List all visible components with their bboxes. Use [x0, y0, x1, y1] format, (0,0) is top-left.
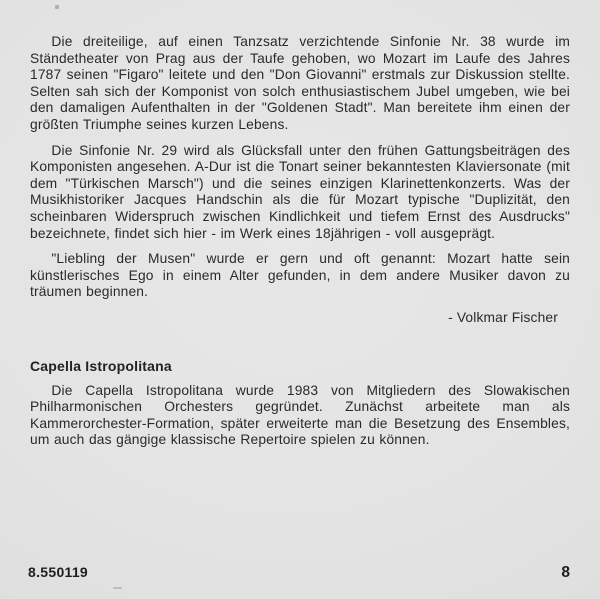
author-signature: - Volkmar Fischer [448, 309, 558, 325]
page-content [30, 34, 570, 458]
paragraph-sinfonie-29: Die Sinfonie Nr. 29 wird als Glücksfall unter den frühen Gattungsbeiträgen des Komponisten angesehen. A-Dur ist die Tonart seiner bekanntesten Klaviersonate (mit dem "Türkischen Marsch") und die seines einzigen Klarinettenkonzerts. Was der Musikhistoriker Jacques Handschin als die für Mozart typische "Duplizität, den scheinbaren Widerspruch zwischen Kindlichkeit und tiefem Ernst des Ausdrucks" bezeichnete, findet sich hier - im Werk eines 18jährigen - voll ausgeprägt. [30, 142, 570, 241]
catalog-number: 8.550119 [28, 564, 89, 580]
section-heading-capella-istropolitana: Capella Istropolitana [30, 357, 172, 374]
scan-artifact [55, 5, 59, 9]
scan-artifact [113, 587, 122, 589]
paragraph-sinfonie-38: Die dreiteilige, auf einen Tanzsatz verzichtende Sinfonie Nr. 38 wurde im Ständetheater von Prag aus der Taufe gehoben, wo Mozart im Laufe des Jahres 1787 seinen "Figaro" leitete und den "Don Giovanni" erstmals zur Diskussion stellte. Selten sah sich der Komponist von solch enthusiastischem Jubel umgeben, wie bei den damaligen Aufenthalten in der "Goldenen Stadt". Man bereitete ihm einen der größten Triumphe seines kurzen Lebens. [30, 34, 570, 132]
page-number: 8 [561, 564, 570, 581]
paragraph-liebling-der-musen: "Liebling der Musen" wurde er gern und oft genannt: Mozart hatte sein künstlerisches Ego in einem Alter gefunden, in dem andere Musiker davon zu träumen beginnen. [30, 251, 570, 300]
page-footer [28, 564, 570, 582]
paragraph-capella-istropolitana: Die Capella Istropolitana wurde 1983 von Mitgliedern des Slowakischen Philharmonischen Orchesters gegründet. Zunächst arbeitete man als Kammerorchester-Formation, später erweiterte man die Besetzung des Ensembles, um auch das gängige klassische Repertoire spielen zu können. [30, 382, 570, 448]
